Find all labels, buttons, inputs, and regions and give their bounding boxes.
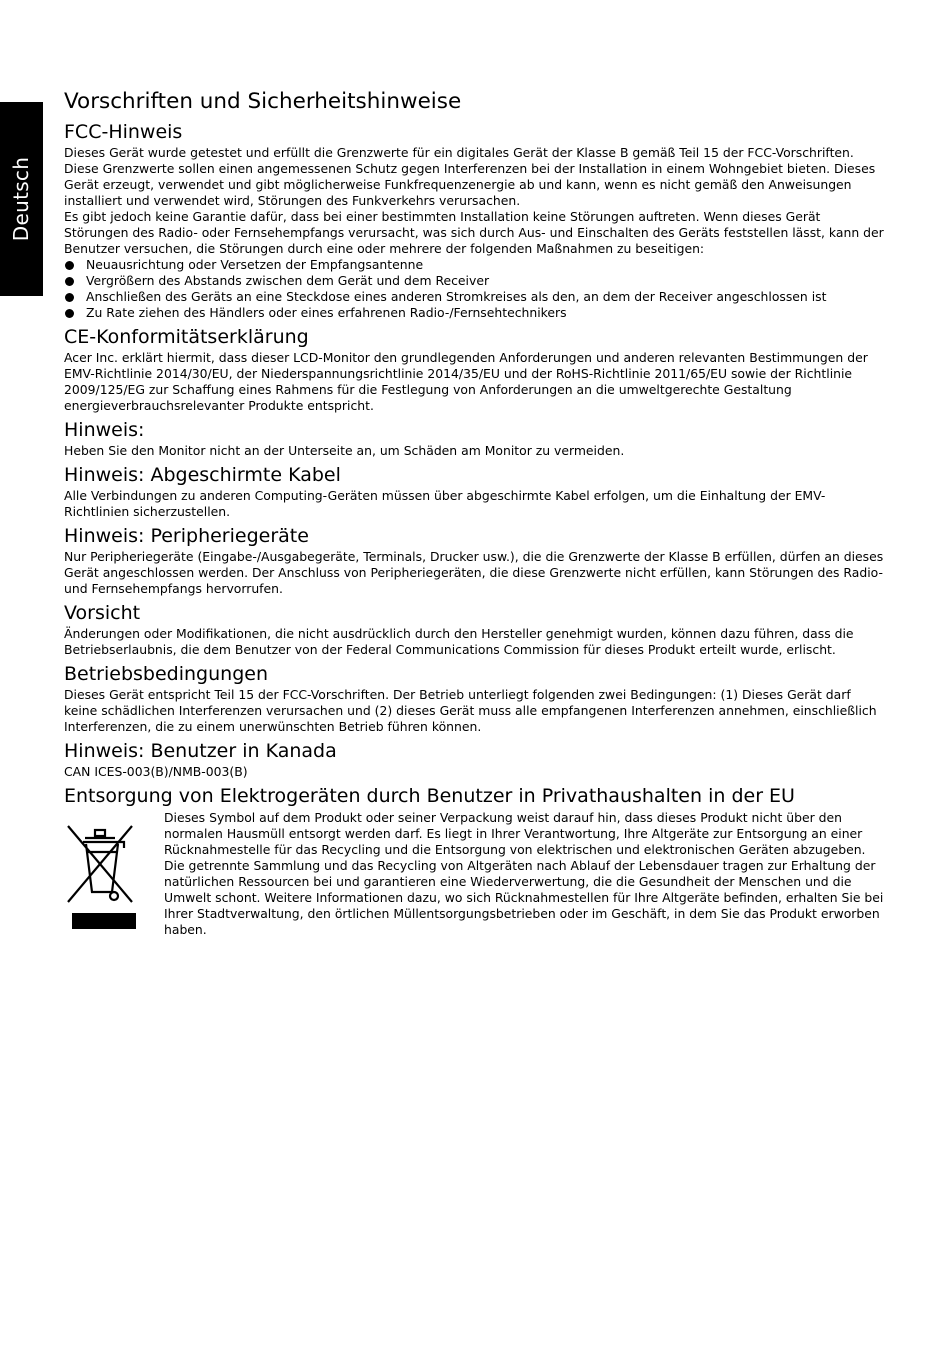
vorsicht-heading: Vorsicht bbox=[64, 602, 141, 624]
section-kabel bbox=[64, 463, 886, 520]
weee-heading: Entsorgung von Elektrogeräten durch Benutzer in Privathaushalten in der EU bbox=[64, 785, 795, 807]
section-weee bbox=[64, 784, 886, 938]
hinweis-text: Heben Sie den Monitor nicht an der Unterseite an, um Schäden am Monitor zu vermeiden. bbox=[64, 443, 625, 458]
page-title: Vorschriften und Sicherheitshinweise bbox=[64, 89, 462, 114]
list-item bbox=[64, 305, 886, 321]
kanada-text: CAN ICES-003(B)/NMB-003(B) bbox=[64, 764, 248, 779]
fcc-paragraph-2: Es gibt jedoch keine Garantie dafür, dass bei einer bestimmten Installation keine Störungen auftreten. Wenn dieses Gerät Störungen des Radio- oder Fernsehempfangs verursacht, was sich durch Aus- und Einschalten des Geräts feststellen lässt, kann der Benutzer versuchen, die Störungen durch eine oder mehrere der folgenden Maßnahmen zu beseitigen: bbox=[64, 209, 884, 256]
list-item-text: Neuausrichtung oder Versetzen der Empfangsantenne bbox=[86, 257, 424, 272]
betrieb-text: Dieses Gerät entspricht Teil 15 der FCC-Vorschriften. Der Betrieb unterliegt folgenden zwei Bedingungen: (1) Dieses Gerät darf keine schädlichen Interferenzen verursachen und (2) dieses Gerät muss alle empfangenen Interferenzen annehmen, einschließlich Interferenzen, die zu einem unerwünschten Betrieb führen können. bbox=[64, 687, 877, 734]
list-item-text: Zu Rate ziehen des Händlers oder eines erfahrenen Radio-/Fernsehtechnikers bbox=[86, 305, 567, 320]
list-item-text: Vergrößern des Abstands zwischen dem Gerät und dem Receiver bbox=[86, 273, 490, 288]
bullet-icon bbox=[65, 277, 74, 286]
peripherie-heading: Hinweis: Peripheriegeräte bbox=[64, 525, 309, 547]
peripherie-text: Nur Peripheriegeräte (Eingabe-/Ausgabegeräte, Terminals, Drucker usw.), die die Grenzwerte der Klasse B erfüllen, dürfen an dieses Gerät angeschlossen werden. Der Anschluss von Peripheriegeräten, die diese Grenzwerte nicht erfüllen, kann Störungen des Radio- und Fernsehempfangs hervorrufen. bbox=[64, 549, 884, 596]
bullet-icon bbox=[65, 261, 74, 270]
weee-row bbox=[64, 810, 886, 938]
fcc-heading: FCC-Hinweis bbox=[64, 121, 183, 143]
section-ce bbox=[64, 325, 886, 414]
ce-text: Acer Inc. erklärt hiermit, dass dieser LCD-Monitor den grundlegenden Anforderungen und anderen relevanten Bestimmungen der EMV-Richtlinie 2014/30/EU, der Niederspannungsrichtlinie 2014/35/EU und der RoHS-Richtlinie 2011/65/EU sowie der Richtlinie 2009/125/EG zur Schaffung eines Rahmens für die Festlegung von Anforderungen an die umweltgerechte Gestaltung energieverbrauchsrelevanter Produkte entspricht. bbox=[64, 350, 868, 413]
section-fcc bbox=[64, 120, 886, 321]
section-kanada bbox=[64, 739, 886, 780]
list-item bbox=[64, 273, 886, 289]
list-item-text: Anschließen des Geräts an eine Steckdose eines anderen Stromkreises als den, an dem der Receiver angeschlossen ist bbox=[86, 289, 827, 304]
language-tab bbox=[0, 102, 43, 296]
vorsicht-text: Änderungen oder Modifikationen, die nicht ausdrücklich durch den Hersteller genehmigt wurden, können dazu führen, dass die Betriebserlaubnis, die dem Benutzer von der Federal Communications Commission für dieses Produkt erteilt wurde, erlischt. bbox=[64, 626, 854, 657]
list-item bbox=[64, 257, 886, 273]
fcc-paragraph-1: Dieses Gerät wurde getestet und erfüllt die Grenzwerte für ein digitales Gerät der Klasse B gemäß Teil 15 der FCC-Vorschriften. Diese Grenzwerte sollen einen angemessenen Schutz gegen Interferenzen bei der Installation in einem Wohngebiet bieten. Dieses Gerät erzeugt, verwendet und gibt möglicherweise Funkfrequenzenergie ab und kann, wenn es nicht gemäß den Anweisungen installiert und verwendet wird, Störungen des Funkverkehrs verursachen. bbox=[64, 145, 876, 208]
kabel-text: Alle Verbindungen zu anderen Computing-Geräten müssen über abgeschirmte Kabel erfolgen, um die Einhaltung der EMV-Richtlinien sicherzustellen. bbox=[64, 488, 826, 519]
section-betrieb bbox=[64, 662, 886, 735]
fcc-measures-list bbox=[64, 257, 886, 321]
bullet-icon bbox=[65, 293, 74, 302]
list-item bbox=[64, 289, 886, 305]
kabel-heading: Hinweis: Abgeschirmte Kabel bbox=[64, 464, 341, 486]
weee-text: Dieses Symbol auf dem Produkt oder seiner Verpackung weist darauf hin, dass dieses Produkt nicht über den normalen Hausmüll entsorgt werden darf. Es liegt in Ihrer Verantwortung, Ihre Altgeräte zur Entsorgung an einer Rücknahmestelle für das Recycling und die Entsorgung von elektrischen und elektronischen Geräten abzugeben. Die getrennte Sammlung und das Recycling von Altgeräten nach Ablauf der Lebensdauer tragen zur Erhaltung der natürlichen Ressourcen bei und garantieren eine Wiederverwertung, die die Gesundheit der Menschen und die Umwelt schont. Weitere Informationen dazu, wo sich Rücknahmestellen für Ihre Altgeräte befinden, erhalten Sie bei Ihrer Stadtverwaltung, den örtlichen Müllentsorgungsbetrieben oder im Geschäft, in dem Sie das Produkt erworben haben. bbox=[164, 810, 884, 937]
document-body bbox=[64, 88, 886, 938]
crossed-out-wheelie-bin-icon bbox=[64, 810, 164, 934]
section-vorsicht bbox=[64, 601, 886, 658]
kanada-heading: Hinweis: Benutzer in Kanada bbox=[64, 740, 337, 762]
section-peripherie bbox=[64, 524, 886, 597]
bullet-icon bbox=[65, 309, 74, 318]
ce-heading: CE-Konformitätserklärung bbox=[64, 326, 309, 348]
hinweis-heading: Hinweis: bbox=[64, 419, 145, 441]
section-hinweis bbox=[64, 418, 886, 459]
betrieb-heading: Betriebsbedingungen bbox=[64, 663, 268, 685]
language-tab-label: Deutsch bbox=[9, 156, 34, 242]
